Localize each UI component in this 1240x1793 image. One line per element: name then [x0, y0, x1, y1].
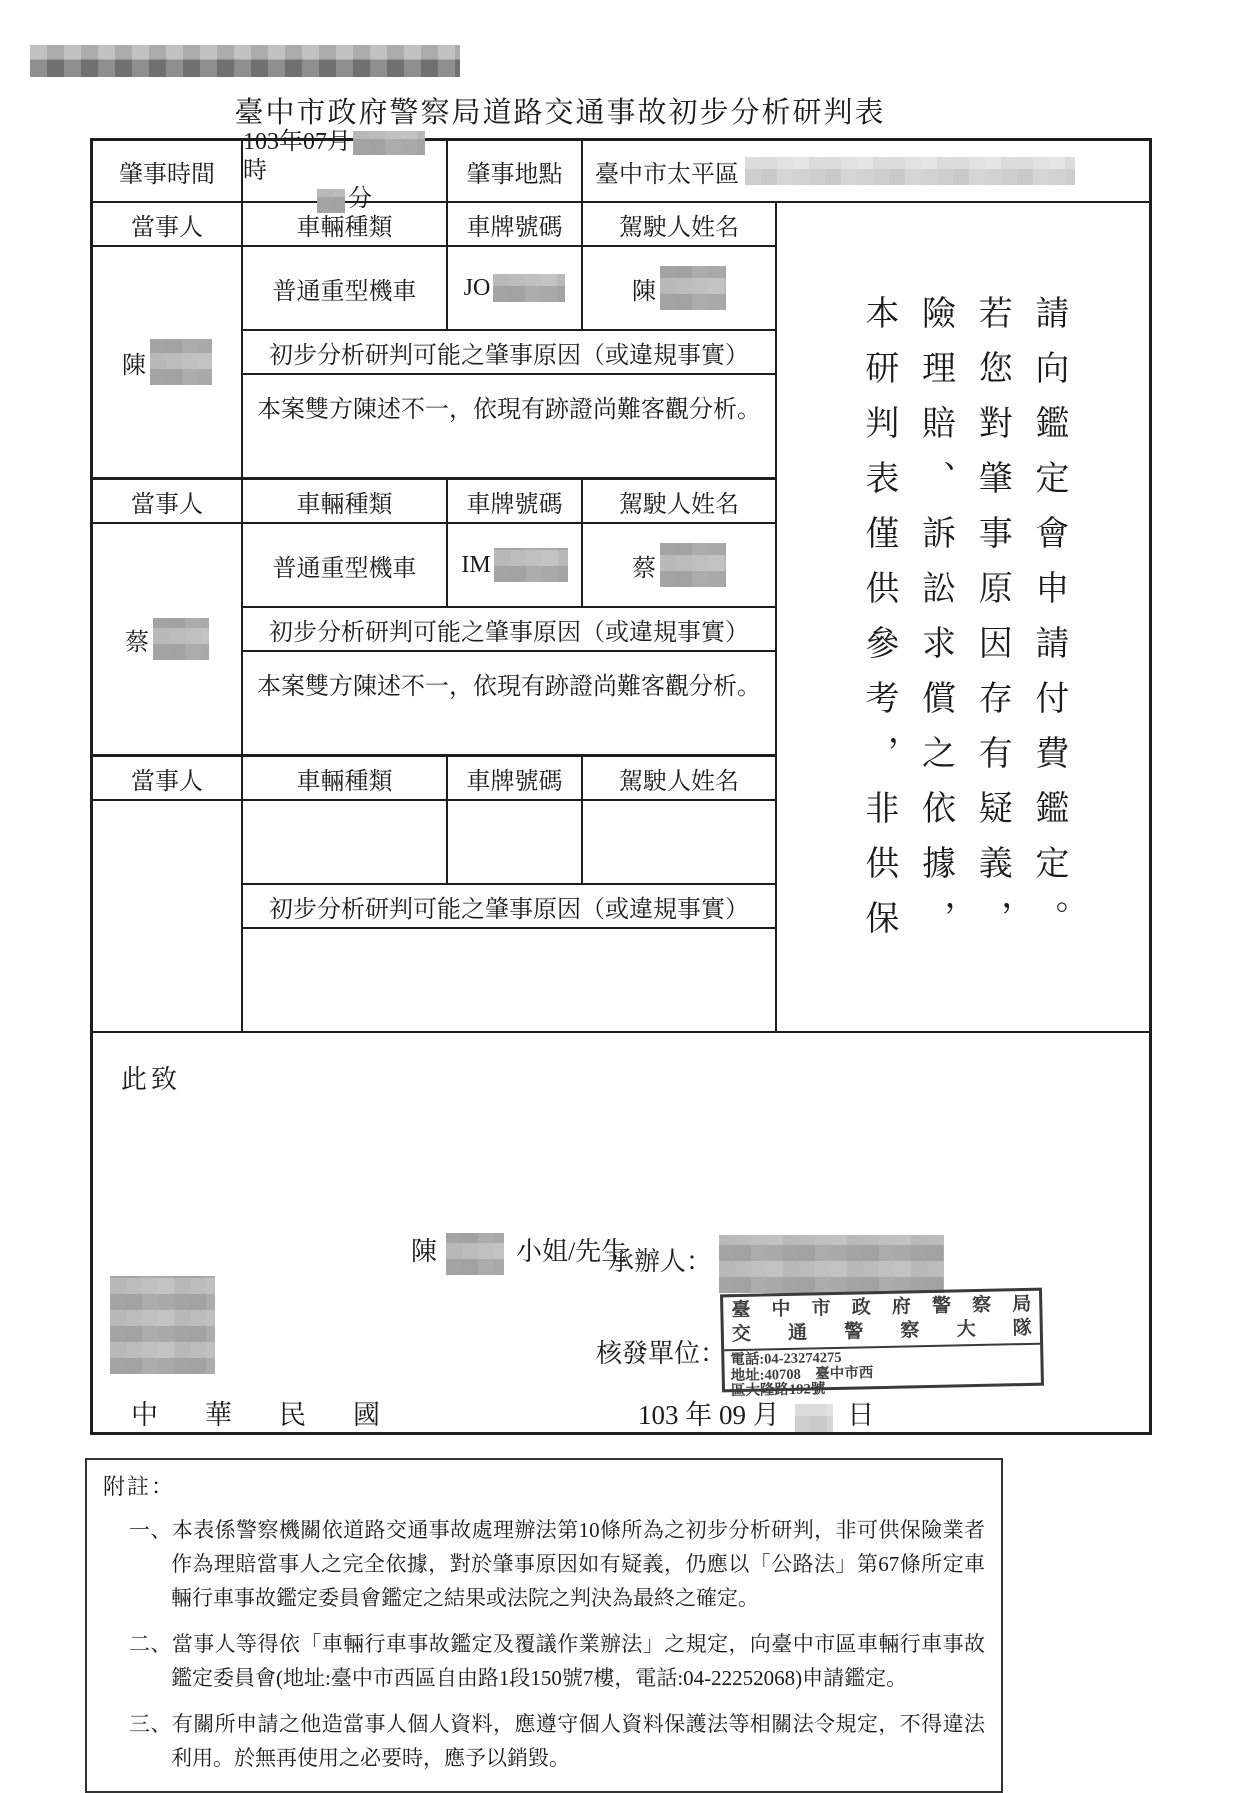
party-1-plate: [448, 247, 583, 329]
party-2-vehicle-type: 普通重型機車: [243, 524, 448, 606]
redacted-party-2-plate: [494, 548, 568, 582]
accident-time-value: [243, 128, 448, 213]
party-1-driver-prefix: 陳: [632, 278, 656, 305]
time-date-text: 103年07月: [243, 128, 351, 155]
addressee-honorific: 小姐/先生: [516, 1237, 628, 1266]
driver-name-header: 駕駛人姓名: [619, 768, 739, 795]
advisory-column-2: 險理賠、訴訟求償之依據，: [916, 295, 954, 955]
accident-location-value: [583, 141, 1149, 201]
party-2-body: [93, 524, 775, 754]
party-2-plate-prefix: IM: [461, 551, 491, 578]
driver-name-header: 駕駛人姓名: [619, 491, 739, 518]
issue-date-line: [638, 1393, 874, 1432]
location-prefix-text: 臺中市太平區: [595, 161, 739, 188]
party-1-detail: [243, 247, 775, 477]
advisory-column-3: 若您對肇事原因存有疑義，: [973, 295, 1011, 955]
agency-stamp: [720, 1288, 1044, 1400]
redacted-handler-name: [719, 1235, 944, 1293]
redacted-party-2-name: [153, 618, 209, 660]
handler-label: 承辦人：: [608, 1246, 713, 1276]
note-item-1: 一、本表係警察機關依道路交通事故處理辦法第10條所為之初步分析研判，非可供保險業者作為理賠當事人之完全依據，對於肇事原因如有疑義，仍應以「公路法」第67條所定車輛行車事故鑑定委員會鑑定之結果或法院之判決為最終之確定。: [129, 1518, 985, 1611]
party-1-plate-prefix: JO: [463, 274, 491, 301]
party-3-cause-header: 初步分析研判可能之肇事原因（或違規事實）: [243, 885, 775, 929]
redacted-signature-block: [110, 1276, 215, 1374]
party-header-label: 當事人: [93, 203, 243, 245]
party-1-name-prefix: 陳: [122, 352, 146, 379]
vehicle-type-header: 車輛種類: [243, 757, 448, 799]
notes-label: 附註：: [103, 1474, 176, 1499]
time-location-row: [93, 128, 1149, 213]
party-3-header-row: [93, 757, 775, 801]
vehicle-type-header: 車輛種類: [243, 203, 448, 245]
time-line-1: [243, 128, 446, 186]
note-item-2: 二、當事人等得依「車輛行車事故鑑定及覆議作業辦法」之規定，向臺中市區車輛行車事故鑑定委員會(地址:臺中市西區自由路1段150號7樓，電話:04-22252068)申請鑑定。: [129, 1632, 985, 1691]
party-1-name: [93, 247, 243, 477]
redacted-issue-day: [795, 1404, 833, 1432]
party-1-header-row: [93, 203, 775, 247]
party-2-driver: [583, 524, 775, 606]
time-minute-suffix: 分: [348, 186, 372, 213]
stamp-address-line-2: 區大隆路192號: [730, 1381, 826, 1400]
party-3-vehicle-row: [243, 801, 775, 885]
redacted-party-1-name: [150, 339, 212, 385]
party-2-analysis-text: 本案雙方陳述不一，依現有跡證尚難客觀分析。: [257, 674, 761, 700]
plate-number-header: 車牌號碼: [448, 203, 583, 245]
issuance-section: [93, 1031, 1149, 1432]
party-2-vehicle-row: [243, 524, 775, 608]
party-3-vehicle-type: [243, 801, 448, 883]
accident-time-label: 肇事時間: [93, 141, 243, 201]
stamp-agency-line-2: 交通警察大隊: [731, 1317, 1032, 1345]
redacted-addressee-name: [446, 1233, 504, 1275]
driver-name-header: 駕駛人姓名: [619, 214, 739, 241]
plate-number-header: 車牌號碼: [448, 480, 583, 522]
accident-form-table: [90, 128, 1152, 1435]
party-2-driver-prefix: 蔡: [632, 555, 656, 582]
plate-number-header: 車牌號碼: [448, 757, 583, 799]
notes-box: [85, 1458, 1003, 1793]
document-title: 臺中市政府警察局道路交通事故初步分析研判表: [234, 97, 886, 129]
party-3-body: [93, 801, 775, 1031]
party-1-driver: [583, 247, 775, 329]
vehicle-type-header: 車輛種類: [243, 480, 448, 522]
advisory-column-1: 本研判表僅供參考，非供保: [859, 295, 897, 955]
party-3-name: [93, 801, 243, 1031]
advisory-column-4: 請向鑑定會申請付費鑑定。: [1029, 295, 1067, 955]
party-1-vehicle-type: 普通重型機車: [243, 247, 448, 329]
stamp-phone: 電話:04-23274275: [730, 1349, 842, 1369]
accident-location-label: 肇事地點: [448, 141, 583, 201]
party-header-label: 當事人: [93, 757, 243, 799]
issue-date-suffix: 日: [847, 1400, 875, 1430]
party-2-name-prefix: 蔡: [125, 629, 149, 656]
party-section-1: [93, 203, 775, 480]
party-3-driver: [583, 801, 775, 883]
time-hour-suffix: 時: [243, 157, 267, 184]
stamp-contact-info: [724, 1345, 1041, 1401]
party-1-cause-header: 初步分析研判可能之肇事原因（或違規事實）: [243, 331, 775, 375]
addressee-surname: 陳: [411, 1237, 438, 1266]
redacted-header-bar: [30, 45, 460, 77]
redacted-party-2-driver: [660, 543, 726, 587]
note-item-3: 三、有關所申請之他造當事人個人資料，應遵守個人資料保護法等相關法令規定，不得違法利用。於無再使用之必要時，應予以銷毀。: [129, 1712, 985, 1771]
stamp-agency-line-1: 臺中市政府警察局: [731, 1293, 1032, 1321]
redacted-time-hour: [353, 131, 425, 155]
addressee-line: [411, 1231, 627, 1275]
stamp-agency-names: [723, 1291, 1040, 1352]
issue-date-prefix: 103 年 09 月: [638, 1400, 780, 1430]
party-section-3: [93, 757, 775, 1031]
party-2-header-row: [93, 480, 775, 524]
party-1-analysis-text: 本案雙方陳述不一，依現有跡證尚難客觀分析。: [257, 397, 761, 423]
party-2-plate: [448, 524, 583, 606]
party-1-body: [93, 247, 775, 477]
party-2-cause-header: 初步分析研判可能之肇事原因（或違規事實）: [243, 608, 775, 652]
party-1-vehicle-row: [243, 247, 775, 331]
party-2-detail: [243, 524, 775, 754]
party-3-plate: [448, 801, 583, 883]
salutation-text: 此致: [121, 1065, 182, 1094]
parties-and-note-body: [93, 203, 1149, 1031]
redacted-party-1-plate: [493, 274, 565, 302]
party-header-label: 當事人: [93, 480, 243, 522]
parties-column: [93, 203, 775, 1031]
era-label: 中 華 民 國: [131, 1400, 390, 1430]
handler-line: [608, 1235, 944, 1293]
party-3-detail: [243, 801, 775, 1031]
redacted-location: [745, 157, 1075, 185]
redacted-party-1-driver: [660, 266, 726, 310]
party-2-name: [93, 524, 243, 754]
vertical-advisory-note: [775, 203, 1149, 1031]
party-section-2: [93, 480, 775, 757]
issuer-label: 核發單位：: [596, 1339, 727, 1368]
party-3-analysis-text: [243, 929, 775, 1031]
stamp-address-line-1: 地址:40708 臺中市西: [730, 1364, 874, 1384]
